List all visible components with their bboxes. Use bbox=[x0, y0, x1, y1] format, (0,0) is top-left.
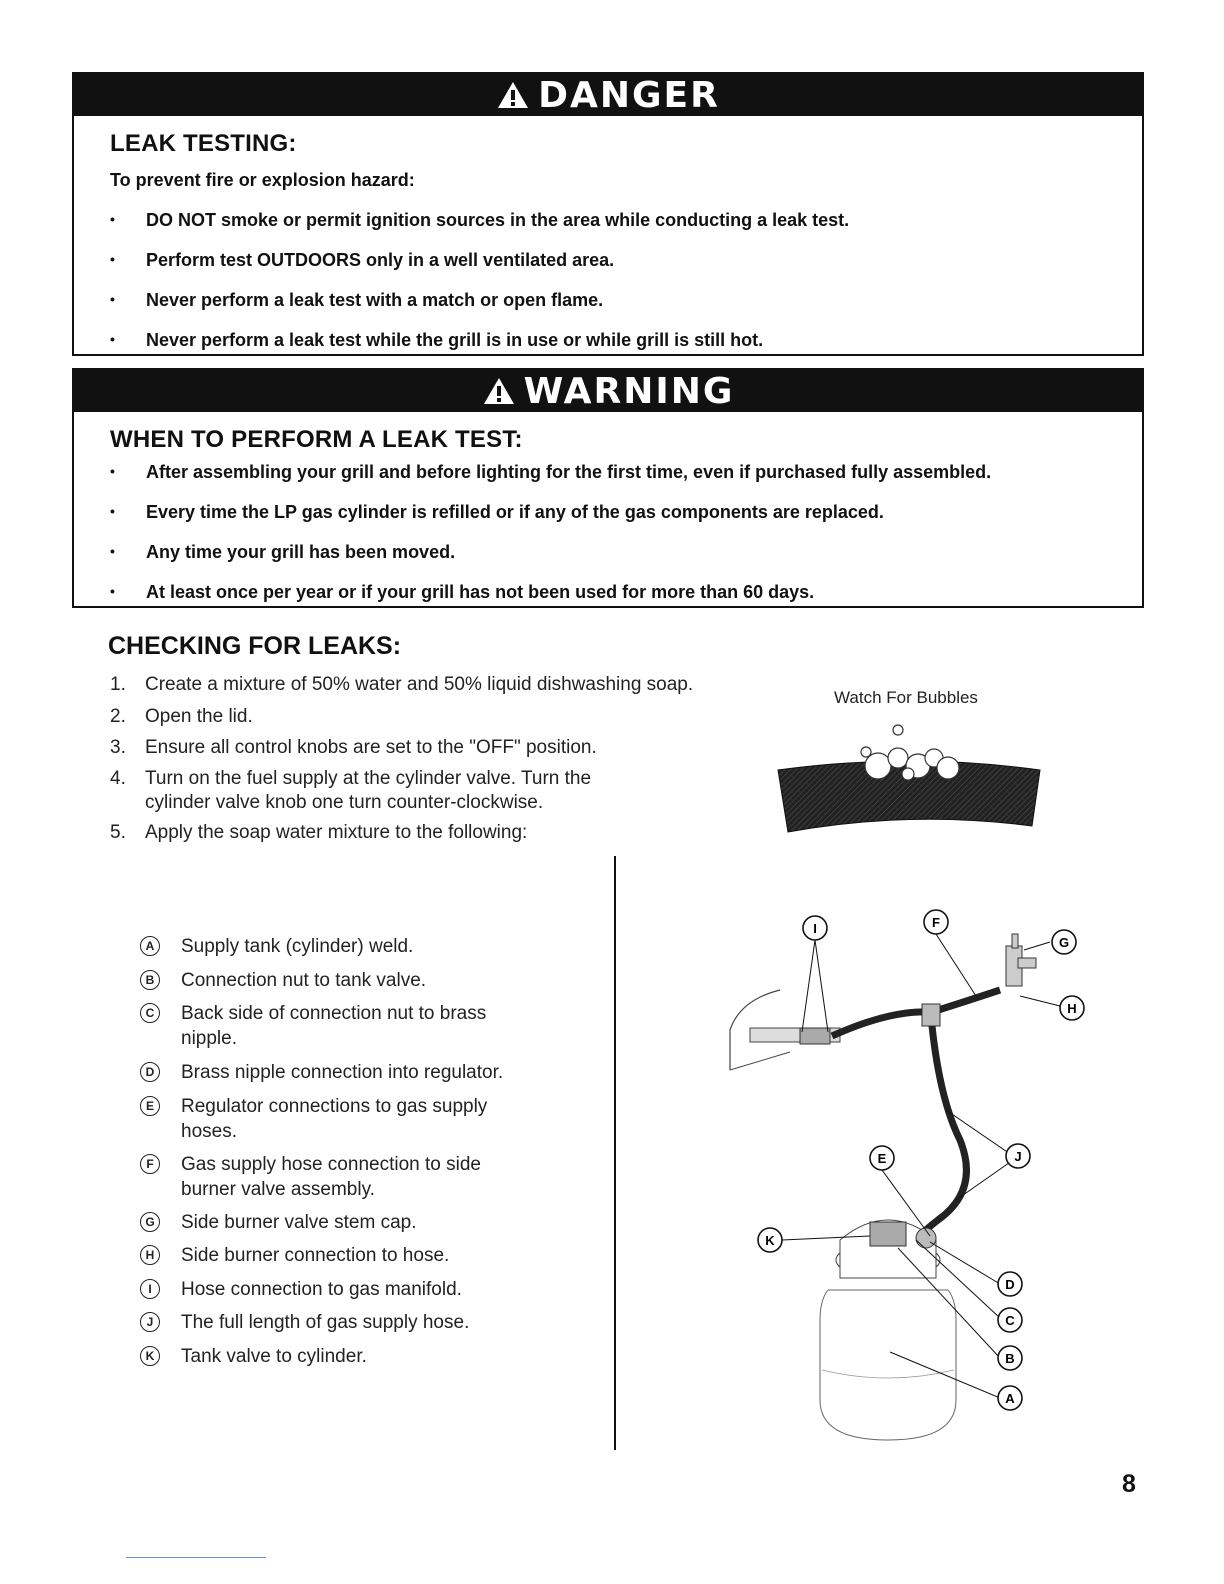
diagram-label-j bbox=[1006, 1144, 1030, 1168]
svg-text:K: K bbox=[765, 1233, 775, 1248]
svg-text:F: F bbox=[932, 915, 940, 930]
warning-bullet: • Any time your grill has been moved. bbox=[110, 542, 456, 562]
page-number: 8 bbox=[1122, 1470, 1136, 1498]
svg-text:D: D bbox=[1005, 1277, 1015, 1292]
danger-banner bbox=[74, 74, 1142, 116]
part-letter-badge: I bbox=[140, 1279, 160, 1299]
warning-heading: WHEN TO PERFORM A LEAK TEST: bbox=[110, 426, 523, 453]
part-letter-badge: C bbox=[140, 1003, 160, 1023]
step-item: 5. Apply the soap water mixture to the following: bbox=[110, 822, 528, 843]
danger-subheading: To prevent fire or explosion hazard: bbox=[110, 170, 415, 190]
danger-bullet: • DO NOT smoke or permit ignition sources in the area while conducting a leak test. bbox=[110, 210, 850, 230]
step-item: 4. Turn on the fuel supply at the cylinder valve. Turn the bbox=[110, 768, 592, 789]
diagram-label-b bbox=[998, 1346, 1022, 1370]
diagram-label-h bbox=[1060, 996, 1084, 1020]
part-letter-badge: H bbox=[140, 1245, 160, 1265]
danger-box bbox=[72, 72, 1144, 356]
bubble bbox=[893, 725, 903, 735]
hose-bubbles-illustration bbox=[770, 722, 1050, 842]
part-letter-badge: B bbox=[140, 970, 160, 990]
svg-text:H: H bbox=[1067, 1001, 1077, 1016]
step-item: 3. Ensure all control knobs are set to the "OFF" position. bbox=[110, 737, 597, 758]
svg-text:B: B bbox=[1005, 1351, 1015, 1366]
warning-box bbox=[72, 368, 1144, 608]
bubble bbox=[861, 747, 871, 757]
part-letter-badge: J bbox=[140, 1312, 160, 1332]
bubble bbox=[865, 753, 891, 779]
svg-text:G: G bbox=[1058, 935, 1070, 950]
checking-heading: CHECKING FOR LEAKS: bbox=[108, 632, 402, 660]
diagram-label-e bbox=[870, 1146, 894, 1170]
bubbles-caption: Watch For Bubbles bbox=[834, 688, 978, 707]
warning-banner-text: WARNING bbox=[523, 370, 735, 412]
warning-bullet: • After assembling your grill and before lighting for the first time, even if purchased fully assembled. bbox=[110, 462, 992, 482]
bubble bbox=[888, 748, 908, 768]
diagram-label-f bbox=[924, 910, 948, 934]
step-item: 2. Open the lid. bbox=[110, 706, 253, 727]
part-letter-badge: A bbox=[140, 936, 160, 956]
svg-text:C: C bbox=[1005, 1313, 1015, 1328]
part-letter-badge: F bbox=[140, 1154, 160, 1174]
warning-bullet: • At least once per year or if your grill has not been used for more than 60 days. bbox=[110, 582, 815, 602]
diagram-label-d bbox=[998, 1272, 1022, 1296]
warning-triangle-icon bbox=[496, 80, 530, 110]
diagram-label-k bbox=[758, 1228, 782, 1252]
part-letter-badge: K bbox=[140, 1346, 160, 1366]
part-letter-badge: E bbox=[140, 1096, 160, 1116]
svg-text:I: I bbox=[813, 921, 817, 936]
warning-bullet: • Every time the LP gas cylinder is refilled or if any of the gas components are replaced. bbox=[110, 502, 884, 522]
warning-banner bbox=[74, 370, 1142, 412]
diagram-label-a bbox=[998, 1386, 1022, 1410]
part-letter-badge: D bbox=[140, 1062, 160, 1082]
diagram-label-c bbox=[998, 1308, 1022, 1332]
footer-line bbox=[126, 1557, 266, 1558]
danger-banner-text: DANGER bbox=[538, 74, 720, 116]
svg-text:E: E bbox=[877, 1151, 887, 1166]
danger-bullet: • Perform test OUTDOORS only in a well ventilated area. bbox=[110, 250, 615, 270]
danger-heading: LEAK TESTING: bbox=[110, 130, 297, 157]
warning-triangle-icon bbox=[482, 376, 516, 406]
diagram-label-i bbox=[803, 916, 827, 940]
danger-bullet: • Never perform a leak test while the grill is in use or while grill is still hot. bbox=[110, 330, 764, 350]
step-item-continuation: cylinder valve knob one turn counter-clockwise. bbox=[145, 792, 544, 813]
gas-cylinder-diagram bbox=[720, 900, 1120, 1460]
step-item: 1. Create a mixture of 50% water and 50% liquid dishwashing soap. bbox=[110, 674, 694, 695]
column-divider bbox=[614, 856, 616, 1450]
part-letter-badge: G bbox=[140, 1212, 160, 1232]
svg-text:A: A bbox=[1005, 1391, 1015, 1406]
diagram-label-g bbox=[1052, 930, 1076, 954]
danger-bullet: • Never perform a leak test with a match or open flame. bbox=[110, 290, 604, 310]
bubble bbox=[937, 757, 959, 779]
bubble bbox=[902, 768, 914, 780]
svg-text:J: J bbox=[1014, 1149, 1022, 1164]
